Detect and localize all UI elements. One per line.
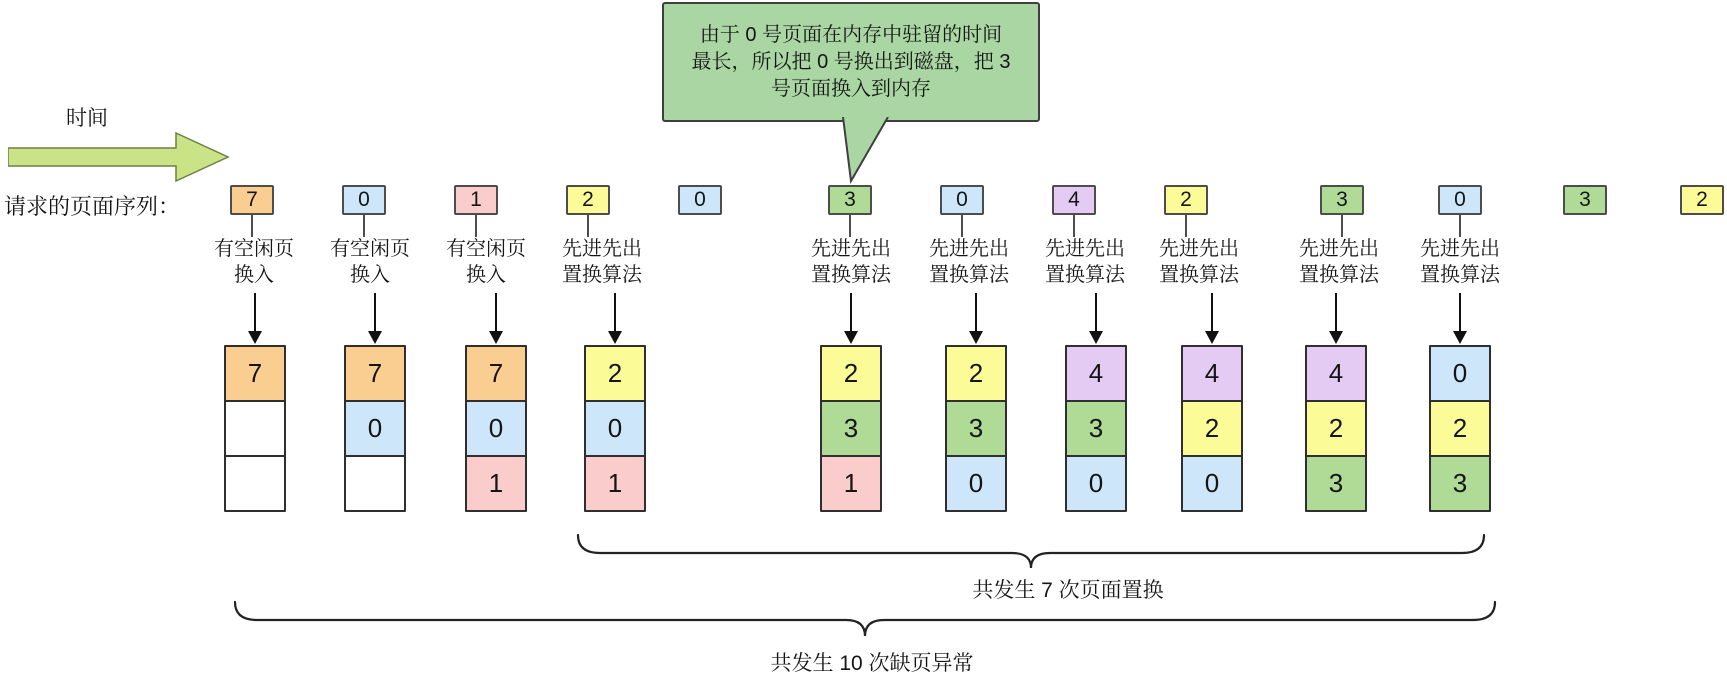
step-label-line: 先进先出 <box>1045 238 1125 260</box>
step-label-line: 先进先出 <box>1159 238 1239 260</box>
memory-cell: 1 <box>820 455 882 512</box>
down-arrow-head-icon <box>1329 331 1343 344</box>
memory-cell: 7 <box>224 345 286 402</box>
bubble-text-line: 由于 0 号页面在内存中驻留的时间 <box>699 23 1003 46</box>
memory-cell: 7 <box>465 345 527 402</box>
connector-line <box>1459 215 1461 237</box>
down-arrow-icon <box>1211 293 1213 332</box>
memory-cell <box>344 455 406 512</box>
down-arrow-head-icon <box>1205 331 1219 344</box>
connector-line <box>1073 215 1075 237</box>
down-arrow-icon <box>975 293 977 332</box>
request-box: 0 <box>678 185 722 215</box>
memory-cell: 2 <box>820 345 882 402</box>
step-label-line: 先进先出 <box>811 238 891 260</box>
connector-line <box>1341 215 1343 237</box>
down-arrow-icon <box>1335 293 1337 332</box>
connector-line <box>961 215 963 237</box>
memory-cell: 3 <box>945 400 1007 457</box>
memory-cell: 7 <box>344 345 406 402</box>
request-box: 3 <box>828 185 872 215</box>
step-label-line: 换入 <box>350 264 390 286</box>
down-arrow-head-icon <box>489 331 503 344</box>
memory-cell: 0 <box>1065 455 1127 512</box>
memory-cell: 0 <box>945 455 1007 512</box>
memory-cell <box>224 455 286 512</box>
request-box: 2 <box>566 185 610 215</box>
request-box: 7 <box>230 185 274 215</box>
step-label-line: 置换算法 <box>1159 264 1239 286</box>
step-label-line: 先进先出 <box>929 238 1009 260</box>
step-label-line: 换入 <box>234 264 274 286</box>
memory-cell: 0 <box>344 400 406 457</box>
request-box: 2 <box>1680 185 1724 215</box>
step-label <box>532 236 672 288</box>
fault-count-label: 共发生 10 次缺页异常 <box>770 652 974 675</box>
connector-line <box>475 215 477 237</box>
down-arrow-icon <box>1459 293 1461 332</box>
memory-cell: 4 <box>1065 345 1127 402</box>
memory-cell: 0 <box>1181 455 1243 512</box>
step-label-line: 置换算法 <box>811 264 891 286</box>
step-label-line: 先进先出 <box>562 238 642 260</box>
step-label-line: 置换算法 <box>1299 264 1379 286</box>
step-label-line: 置换算法 <box>1420 264 1500 286</box>
connector-line <box>1185 215 1187 237</box>
sequence-caption: 请求的页面序列： <box>4 194 181 219</box>
down-arrow-icon <box>1095 293 1097 332</box>
memory-cell: 4 <box>1305 345 1367 402</box>
memory-cell: 3 <box>1305 455 1367 512</box>
step-label <box>1390 236 1530 288</box>
step-label-line: 先进先出 <box>1420 238 1500 260</box>
step-label-line: 有空闲页 <box>214 238 294 260</box>
connector-line <box>251 215 253 237</box>
memory-cell: 2 <box>945 345 1007 402</box>
request-box: 1 <box>454 185 498 215</box>
step-label-line: 换入 <box>466 264 506 286</box>
request-box: 4 <box>1052 185 1096 215</box>
request-box: 3 <box>1563 185 1607 215</box>
memory-cell: 1 <box>465 455 527 512</box>
memory-cell: 1 <box>584 455 646 512</box>
memory-cell: 2 <box>584 345 646 402</box>
connector-line <box>587 215 589 237</box>
memory-cell: 0 <box>1429 345 1491 402</box>
down-arrow-head-icon <box>1453 331 1467 344</box>
step-label-line: 有空闲页 <box>330 238 410 260</box>
step-label <box>1269 236 1409 288</box>
memory-cell: 2 <box>1429 400 1491 457</box>
memory-cell: 0 <box>584 400 646 457</box>
request-box: 0 <box>342 185 386 215</box>
brace-10-faults <box>235 602 1495 636</box>
memory-cell: 3 <box>1065 400 1127 457</box>
request-box: 0 <box>940 185 984 215</box>
down-arrow-icon <box>254 293 256 332</box>
step-label <box>1129 236 1269 288</box>
brace-7-replacements <box>578 535 1484 568</box>
memory-cell: 3 <box>1429 455 1491 512</box>
memory-cell: 2 <box>1181 400 1243 457</box>
down-arrow-icon <box>374 293 376 332</box>
memory-cell: 4 <box>1181 345 1243 402</box>
memory-cell: 0 <box>465 400 527 457</box>
down-arrow-icon <box>495 293 497 332</box>
down-arrow-head-icon <box>1089 331 1103 344</box>
bubble-text-line: 最长，所以把 0 号换出到磁盘，把 3 <box>691 50 1011 73</box>
memory-cell: 3 <box>820 400 882 457</box>
down-arrow-head-icon <box>608 331 622 344</box>
bubble-text-line: 号页面换入到内存 <box>771 77 931 100</box>
step-label-line: 有空闲页 <box>446 238 526 260</box>
step-label-line: 置换算法 <box>929 264 1009 286</box>
step-label-line: 置换算法 <box>562 264 642 286</box>
request-box: 3 <box>1320 185 1364 215</box>
down-arrow-head-icon <box>368 331 382 344</box>
down-arrow-head-icon <box>969 331 983 344</box>
time-axis-label: 时间 <box>66 107 108 130</box>
down-arrow-head-icon <box>248 331 262 344</box>
step-label-line: 置换算法 <box>1045 264 1125 286</box>
down-arrow-icon <box>850 293 852 332</box>
memory-cell <box>224 400 286 457</box>
step-label-line: 先进先出 <box>1299 238 1379 260</box>
request-box: 0 <box>1438 185 1482 215</box>
replacement-count-label: 共发生 7 次页面置换 <box>972 579 1164 602</box>
request-box: 2 <box>1164 185 1208 215</box>
down-arrow-icon <box>614 293 616 332</box>
down-arrow-head-icon <box>844 331 858 344</box>
memory-cell: 2 <box>1305 400 1367 457</box>
connector-line <box>363 215 365 237</box>
connector-line <box>849 215 851 237</box>
